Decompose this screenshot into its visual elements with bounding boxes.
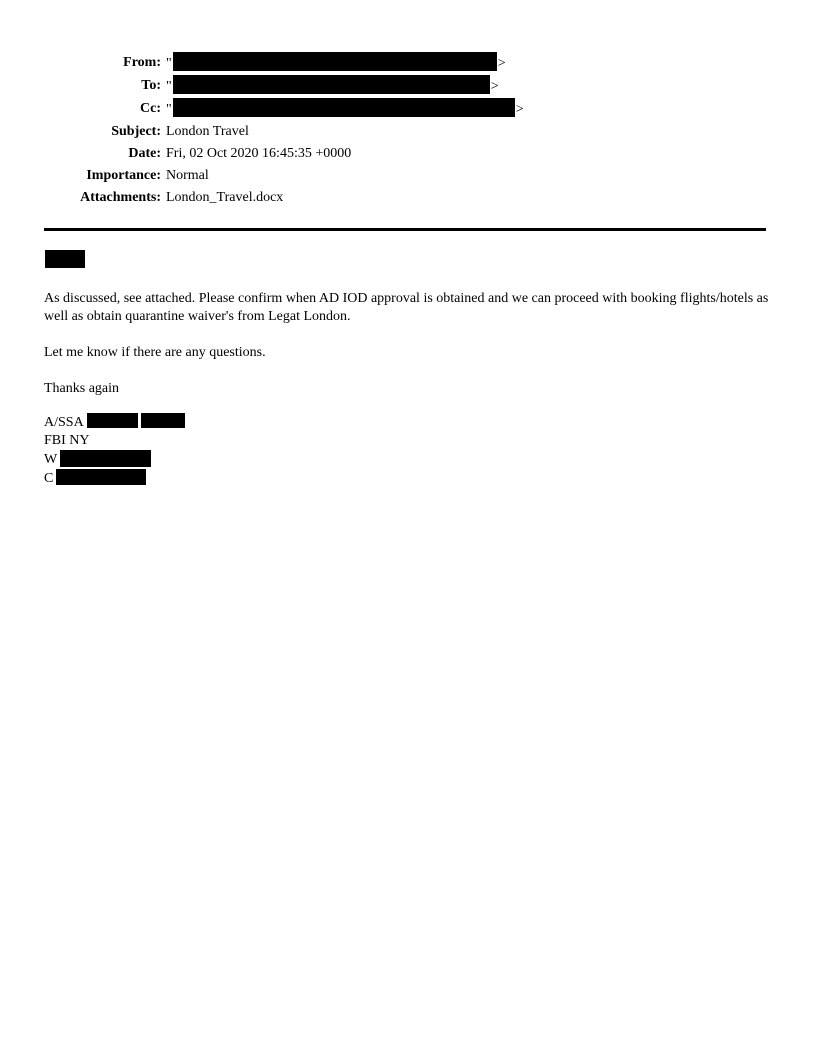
from-value <box>161 52 506 75</box>
signature-work-phone-line <box>44 450 816 469</box>
divider-line <box>44 228 766 231</box>
header-row-importance <box>44 165 816 187</box>
redaction-bar-greeting <box>45 250 85 268</box>
angle-bracket: > <box>497 56 506 71</box>
signature-block <box>44 413 816 488</box>
header-row-cc <box>44 98 816 121</box>
subject-label: Subject: <box>111 124 161 139</box>
body-paragraph: Let me know if there are any questions. <box>44 345 266 360</box>
work-phone-prefix: W <box>44 452 58 467</box>
signature-title: A/SSA <box>44 415 84 430</box>
date-label: Date: <box>128 146 161 161</box>
angle-bracket: > <box>515 102 524 117</box>
from-label: From: <box>123 55 161 70</box>
redaction-bar <box>141 413 185 428</box>
redaction-bar <box>173 75 490 94</box>
quote-mark: " <box>166 102 172 117</box>
email-header-block <box>44 52 816 209</box>
attachments-label: Attachments: <box>80 190 161 205</box>
to-value <box>161 75 499 98</box>
redaction-bar <box>173 52 497 71</box>
redaction-bar <box>87 413 138 428</box>
angle-bracket: > <box>490 79 499 94</box>
importance-label: Importance: <box>86 168 161 183</box>
attachment-filename: London_Travel.docx <box>166 190 284 205</box>
cc-value <box>161 98 524 121</box>
quote-mark: " <box>166 56 172 71</box>
signature-cell-phone-line <box>44 469 816 488</box>
subject-value: London Travel <box>166 124 249 139</box>
header-row-attachments <box>44 187 816 209</box>
redaction-bar <box>60 450 151 467</box>
header-row-from <box>44 52 816 75</box>
redaction-bar <box>173 98 515 117</box>
to-label: To: <box>141 78 161 93</box>
signature-name-line <box>44 413 816 432</box>
redaction-bar <box>56 469 146 485</box>
signature-office-line: FBI NY <box>44 433 90 448</box>
body-paragraph: As discussed, see attached. Please confirm when AD IOD approval is obtained and we can proceed with booking flights/hotels as well as obtain quarantine waiver's from Legat London. <box>44 291 769 324</box>
importance-value: Normal <box>166 168 209 183</box>
header-row-to <box>44 75 816 98</box>
quote-mark: " <box>166 79 172 94</box>
header-row-date <box>44 143 816 165</box>
date-value: Fri, 02 Oct 2020 16:45:35 +0000 <box>166 146 352 161</box>
cell-phone-prefix: C <box>44 471 54 486</box>
cc-label: Cc: <box>140 101 161 116</box>
header-row-subject <box>44 121 816 143</box>
body-paragraph: Thanks again <box>44 381 120 396</box>
